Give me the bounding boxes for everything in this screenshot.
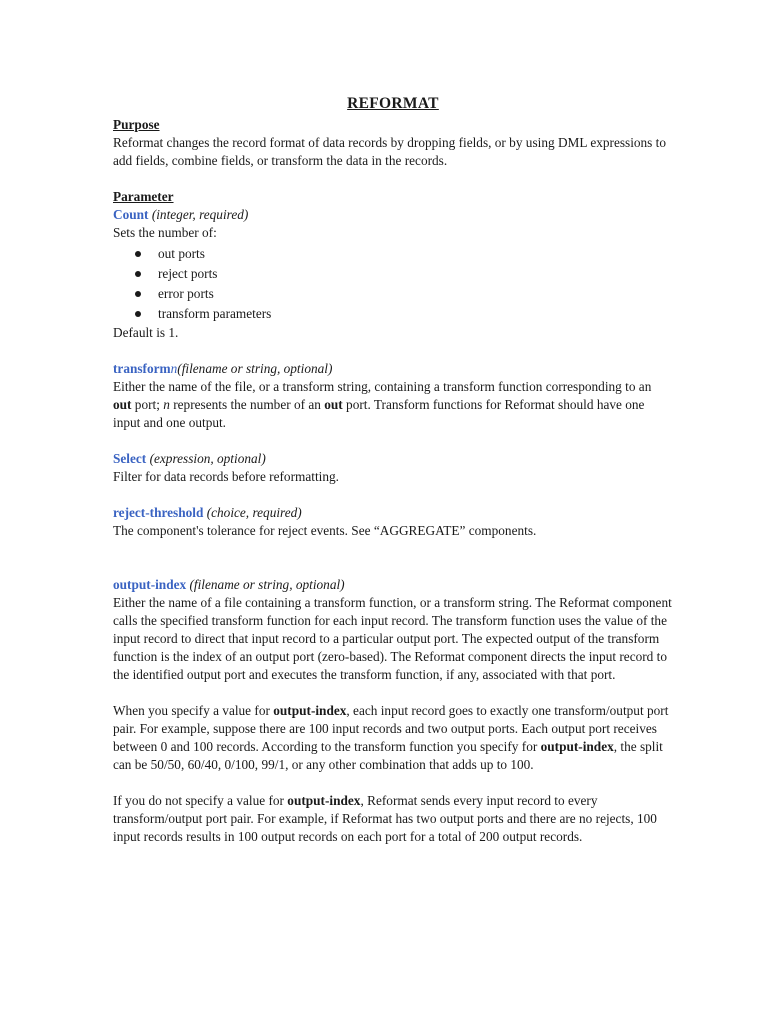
spacer [113,540,673,576]
output-index-description: Either the name of a file containing a transform function, or a transform string. The Reformat component calls the specified transform function for each input record. The transform function uses the value of the input record to direct that input record to a particular output port. The expected output of the transform function is the index of an output port (zero-based). The Reformat component directs the input record to the identified output port and executes the transform function, if any, associated with that port. [113,595,672,682]
text-run: If you do not specify a value for [113,793,288,808]
text-run: When you specify a value for [113,703,274,718]
output-index-param-name: output-index [113,577,187,592]
text-run-italic: n [163,397,170,412]
purpose-text: Reformat changes the record format of data records by dropping fields, or by using DML expressions to add fields, combine fields, or transform the data in the records. [113,135,667,168]
bullet-icon [135,271,141,277]
spacer [113,774,673,792]
output-index-paragraph-2 [113,702,673,774]
transform-description [113,378,673,432]
list-item-label: out ports [158,246,205,261]
text-run-bold: out [324,397,343,412]
count-param-type: (integer, required) [151,207,249,222]
bullet-icon [135,311,141,317]
output-index-param-type: (filename or string, optional) [189,577,345,592]
text-run: port; [131,397,164,412]
text-run: , the split can be 50/50, 60/40, 0/100, 99/1, or any other combination that adds up to 100. [113,739,663,772]
list-item [113,244,673,264]
text-run: port. Transform functions for Reformat should have one input and one output. [113,397,645,430]
output-index-param-line [113,576,673,594]
parameter-heading: Parameter [113,189,174,204]
transform-param-name: transform [113,361,171,376]
spacer [113,684,673,702]
spacer [113,486,673,504]
bullet-icon [135,291,141,297]
select-param-name: Select [113,451,147,466]
output-index-paragraph-3 [113,792,673,846]
page-title: REFORMAT [347,95,439,112]
count-param-line [113,206,673,224]
list-item [113,284,673,304]
text-run: represents the number of an [169,397,325,412]
text-run-bold: output-index [540,739,614,754]
select-param-line [113,450,673,468]
document-page [113,94,673,846]
list-item-label: error ports [158,286,214,301]
text-run: , each input record goes to exactly one transform/output port pair. For example, suppose there are 100 input records and two output ports. Each output port receives between 0 and 100 records. According to the transform function you specify for [113,703,669,754]
text-run: Either the name of the file, or a transform string, containing a transform function corresponding to an [113,379,652,394]
list-item-label: transform parameters [158,306,272,321]
list-item [113,304,673,324]
reject-threshold-param-type: (choice, required) [206,505,302,520]
bullet-icon [135,251,141,257]
reject-threshold-description: The component's tolerance for reject events. See “AGGREGATE” components. [113,523,537,538]
text-run-bold: output-index [273,703,347,718]
select-description: Filter for data records before reformatting. [113,469,339,484]
reject-threshold-param-name: reject-threshold [113,505,204,520]
spacer [113,170,673,188]
purpose-heading: Purpose [113,117,160,132]
reject-threshold-param-line [113,504,673,522]
transform-param-line [113,360,673,378]
count-param-name: Count [113,207,149,222]
text-run-bold: out [113,397,132,412]
spacer [113,432,673,450]
transform-param-type: (filename or string, optional) [177,361,333,376]
select-param-type: (expression, optional) [149,451,266,466]
list-item [113,264,673,284]
count-bullet-list [113,244,673,324]
list-item-label: reject ports [158,266,218,281]
text-run-bold: output-index [287,793,361,808]
text-run: , Reformat sends every input record to every transform/output port pair. For example, if Reformat has two output ports and there are no rejects, 100 input records results in 100 output records on each port for a total of 200 output records. [113,793,657,844]
transform-param-suffix: n [170,361,178,376]
count-default: Default is 1. [113,325,179,340]
count-intro: Sets the number of: [113,225,217,240]
spacer [113,342,673,360]
